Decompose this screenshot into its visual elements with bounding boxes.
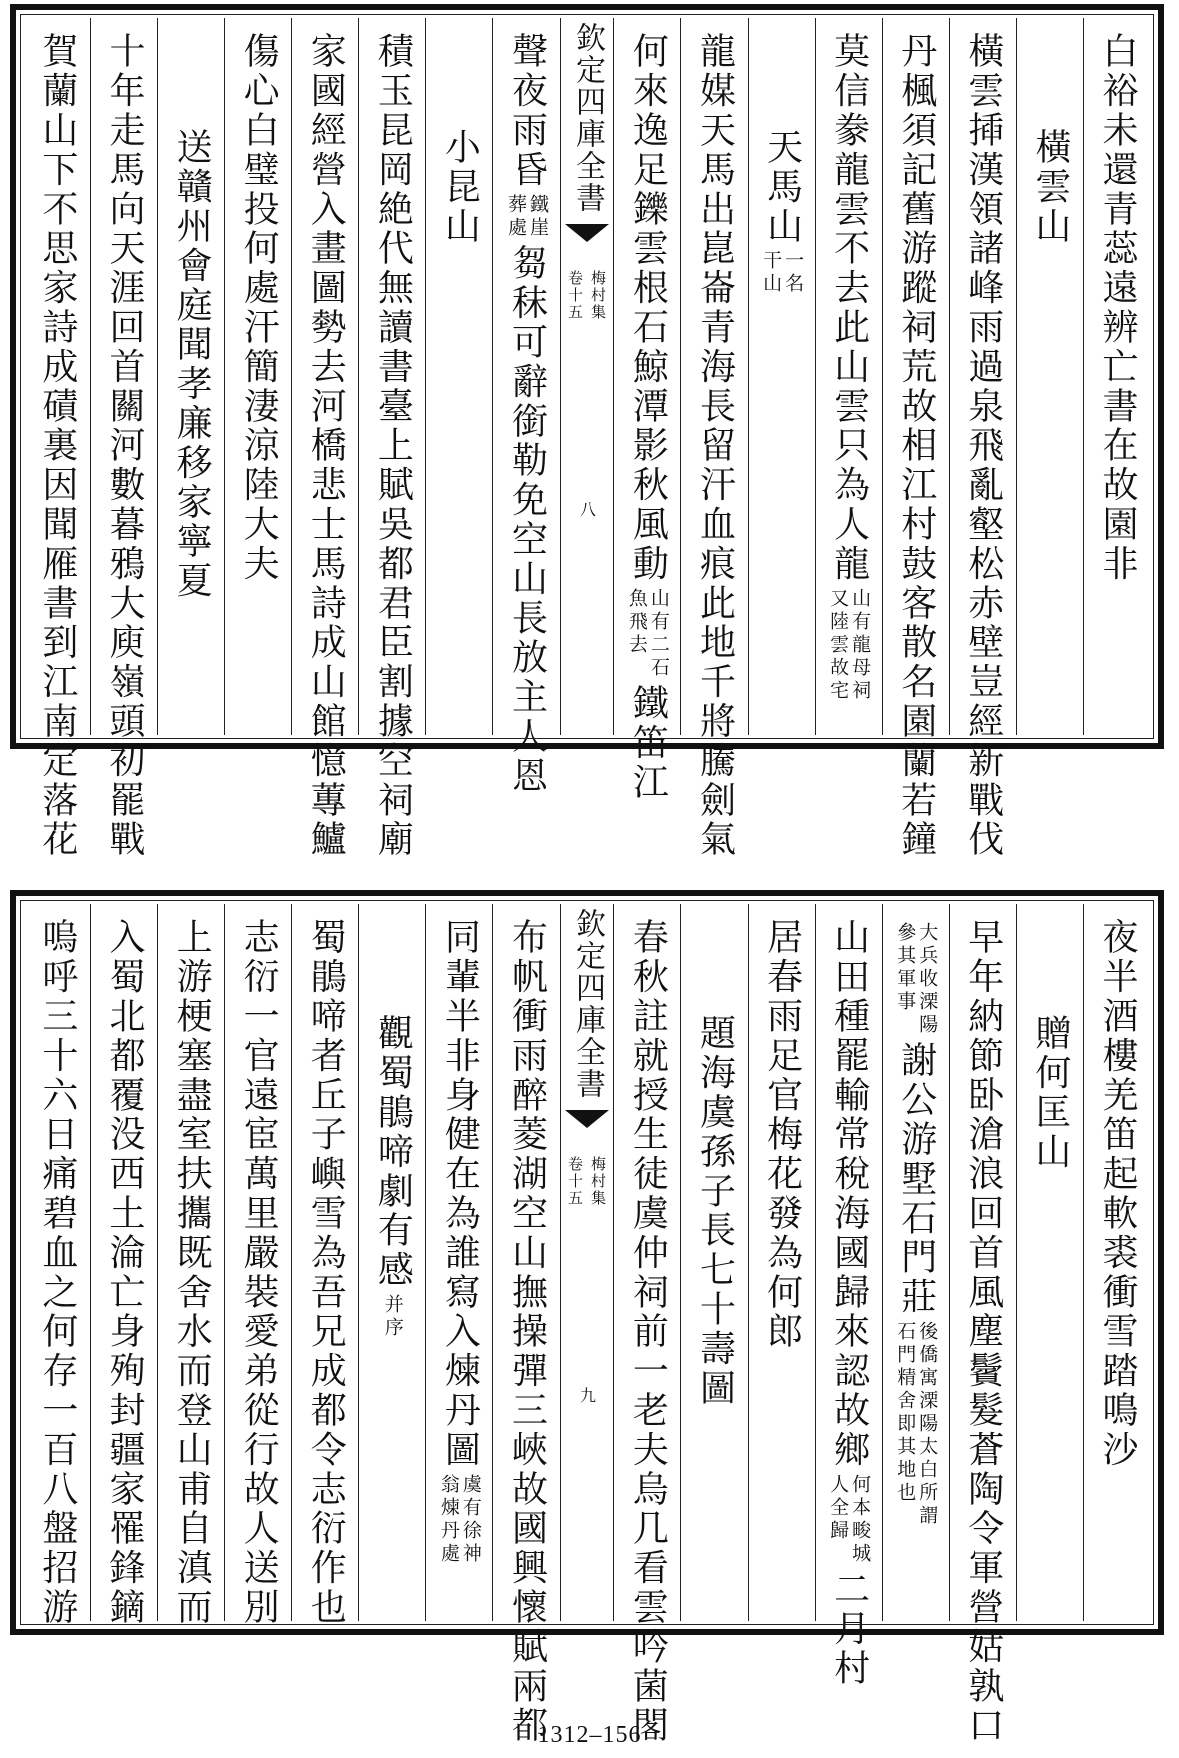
heading-column [748,18,815,735]
verse-text: 嗚呼三十六日痛碧血之何存一百八盤招游 [36,918,78,1628]
annotation [627,588,668,680]
annotation-line: 虞有徐神 [459,1473,482,1566]
annotation [760,250,805,297]
text-column [425,904,492,1621]
verse-text: 龍媒天馬出崑崙青海長留汗血痕此地千將騰劍氣 [694,32,736,860]
annotation-line: 石門精舍即其地也 [894,1320,917,1505]
fishtail-mark [565,1110,609,1128]
annotation-line: 并序 [381,1293,404,1340]
verse-text: 謝公游墅石門莊 [895,1041,937,1317]
volume-number: 卷十五 [565,1156,584,1207]
heading-column [425,18,492,735]
top-page [10,4,1164,860]
annotation [894,1320,939,1528]
column-line [171,918,213,1628]
annotation-line: 何本畯城 [849,1473,872,1566]
text-column [224,904,291,1628]
text-column [291,18,358,860]
heading-column [358,904,425,1621]
text-column [224,18,291,735]
series-title: 欽定四庫全書 [569,22,605,214]
column-line [827,918,872,1688]
verse-text: 白裕未還青蕊遠辨亡書在故園非 [1096,32,1138,584]
column-line [1096,32,1138,584]
heading-column [1016,904,1083,1621]
verse-text: 十年走馬向天涯回首關河數暮鴉大庾嶺頭初罷戰 [104,32,145,860]
verse-text: 入蜀北都覆没西土淪亡身殉封疆家罹鋒鏑 [104,918,145,1628]
verse-text: 積玉昆岡絶代無讀書臺上賦吳都君臣割據空祠廟 [372,32,414,860]
annotation-line: 人全歸 [827,1473,850,1543]
text-column [949,18,1016,860]
text-column [748,904,815,1621]
verse-text: 芻秣可辭銜勒免空山長放主人恩 [506,243,548,796]
poem-title: 天馬山 [761,128,803,247]
text-column [24,904,90,1628]
annotation [894,922,939,1037]
text-column [157,904,224,1628]
book-name: 梅村集 [588,1156,607,1207]
verse-text: 早年納節卧滄浪回首風塵鬢髮蒼陶令軍營姑孰口 [962,918,1004,1746]
column-line [760,128,805,297]
text-column [882,18,949,860]
page-footer-number: 1312–156 [537,1722,642,1748]
column-line [171,128,213,601]
text-column [90,904,157,1628]
column-line [305,32,347,860]
verse-text: 莫信豢龍雲不去此山雲只為人龍 [828,32,870,584]
verse-text: 何來逸足鑠雲根石鯨潭影秋風動 [627,32,669,584]
verse-text: 夜半酒樓羌笛起軟裘衝雪踏鳴沙 [1096,918,1138,1470]
poem-title: 觀蜀鵑啼劇有感 [372,1014,414,1290]
annotation-line: 葬處 [504,193,527,240]
gutter-label [565,242,609,321]
heading-column [1016,18,1083,735]
verse-text: 志衍一官遠宦萬里嚴裝愛弟從行故人送別 [238,918,280,1628]
annotation-line: 大兵收溧陽 [916,922,939,1037]
verse-text: 蜀鵑啼者丘子嶼雪為吾兄成都令志衍作也 [305,918,347,1628]
text-column [949,904,1016,1746]
verse-text: 上游梗塞盡室扶攜既舍水而登山甫自滇而 [171,918,213,1628]
annotation-line: 一名 [782,250,805,297]
verse-text: 丹楓須記舊游蹤祠荒故相江村鼓客散名園蘭若鐘 [895,32,937,860]
text-column [291,904,358,1628]
annotation-line: 鐵崖 [526,193,549,240]
verse-text: 傷心白璧投何處汗簡淒涼陸大夫 [238,32,280,584]
column-line [895,32,937,860]
column-line [305,918,347,1628]
verse-text: 同輩半非身健在為誰寫入煉丹圖 [439,918,481,1470]
text-column [613,904,680,1746]
top-page-columns [24,18,1150,860]
column-line [694,32,736,860]
text-column [24,18,90,860]
annotation-line: 山有二石 [647,587,670,680]
verse-text: 聲夜雨昏 [506,32,548,190]
text-column [492,904,559,1746]
text-column [680,18,747,860]
center-gutter [560,18,614,735]
column-line [627,918,669,1746]
annotation [827,1473,872,1566]
verse-text: 鐵笛江 [627,683,669,802]
annotation [506,194,547,240]
column-line [1029,1014,1071,1172]
volume-number: 卷十五 [565,270,584,321]
column-line [827,32,872,703]
gutter-label [565,1128,609,1207]
column-line [506,32,547,795]
annotation-line: 魚飛去 [625,587,648,657]
column-line [627,32,668,802]
verse-text: 春秋註就授生徒虞仲祠前一老夫烏几看雲吟菌閣 [627,918,669,1746]
annotation [827,587,872,703]
poem-title: 題海虞孫子長七十壽圖 [694,1014,736,1408]
annotation [439,1474,480,1566]
column-line [36,32,78,860]
verse-text: 賀蘭山下不思家詩成磧裏因聞雁書到江南定落花 [36,32,78,860]
fishtail-mark [565,224,609,242]
center-gutter [560,904,614,1621]
verse-text: 山田種罷輸常稅海國歸來認故鄉 [828,918,870,1470]
annotation-line: 後僑寓溧陽太白所謂 [916,1320,939,1528]
poem-title: 橫雲山 [1029,128,1071,247]
poem-title: 送贛州會庭聞孝廉移家寧夏 [171,128,213,601]
verse-text: 二月村 [828,1569,870,1688]
verse-text: 居春雨足官梅花發為何郎 [761,918,803,1352]
column-line [694,1014,736,1408]
column-line [104,32,145,860]
text-column [882,904,949,1621]
text-column [1083,18,1150,735]
column-line [238,918,280,1628]
series-title: 欽定四庫全書 [569,908,605,1100]
text-column [815,18,882,735]
annotation-line: 干山 [760,250,783,297]
column-line [439,128,481,247]
text-column [90,18,157,860]
verse-text: 布帆衝雨醉菱湖空山撫操彈三峽故國興懷賦兩都 [506,918,548,1746]
column-line [962,918,1004,1746]
text-column [358,18,425,860]
text-column [1083,904,1150,1621]
annotation-line: 翁煉丹處 [437,1473,460,1566]
column-line [761,918,803,1352]
column-line [894,918,939,1528]
leaf-number: 八 [577,501,597,517]
annotation [383,1294,402,1340]
column-line [439,918,480,1566]
heading-column [680,904,747,1621]
annotation-line: 山有龍母祠 [849,587,872,703]
text-column [492,18,559,796]
annotation-line: 參其軍事 [894,922,917,1014]
text-column [613,18,680,802]
book-name: 梅村集 [588,270,607,321]
verse-text: 橫雲揷漢領諸峰雨過泉飛亂壑松赤壁豈經新戰伐 [962,32,1004,860]
column-line [1096,918,1138,1470]
column-line [372,32,414,860]
column-line [1029,128,1071,247]
column-line [36,918,78,1628]
poem-title: 贈何匡山 [1029,1014,1071,1172]
verse-text: 家國經營入畫圖勢去河橋悲士馬詩成山館憶蓴鱸 [305,32,347,860]
text-column [815,904,882,1688]
column-line [962,32,1004,860]
column-line [104,918,145,1628]
column-line [372,1014,414,1340]
heading-column [157,18,224,735]
annotation-line: 又陸雲故宅 [827,587,850,703]
column-line [506,918,548,1746]
column-line [238,32,280,584]
leaf-number: 九 [577,1387,597,1403]
poem-title: 小昆山 [439,128,481,247]
